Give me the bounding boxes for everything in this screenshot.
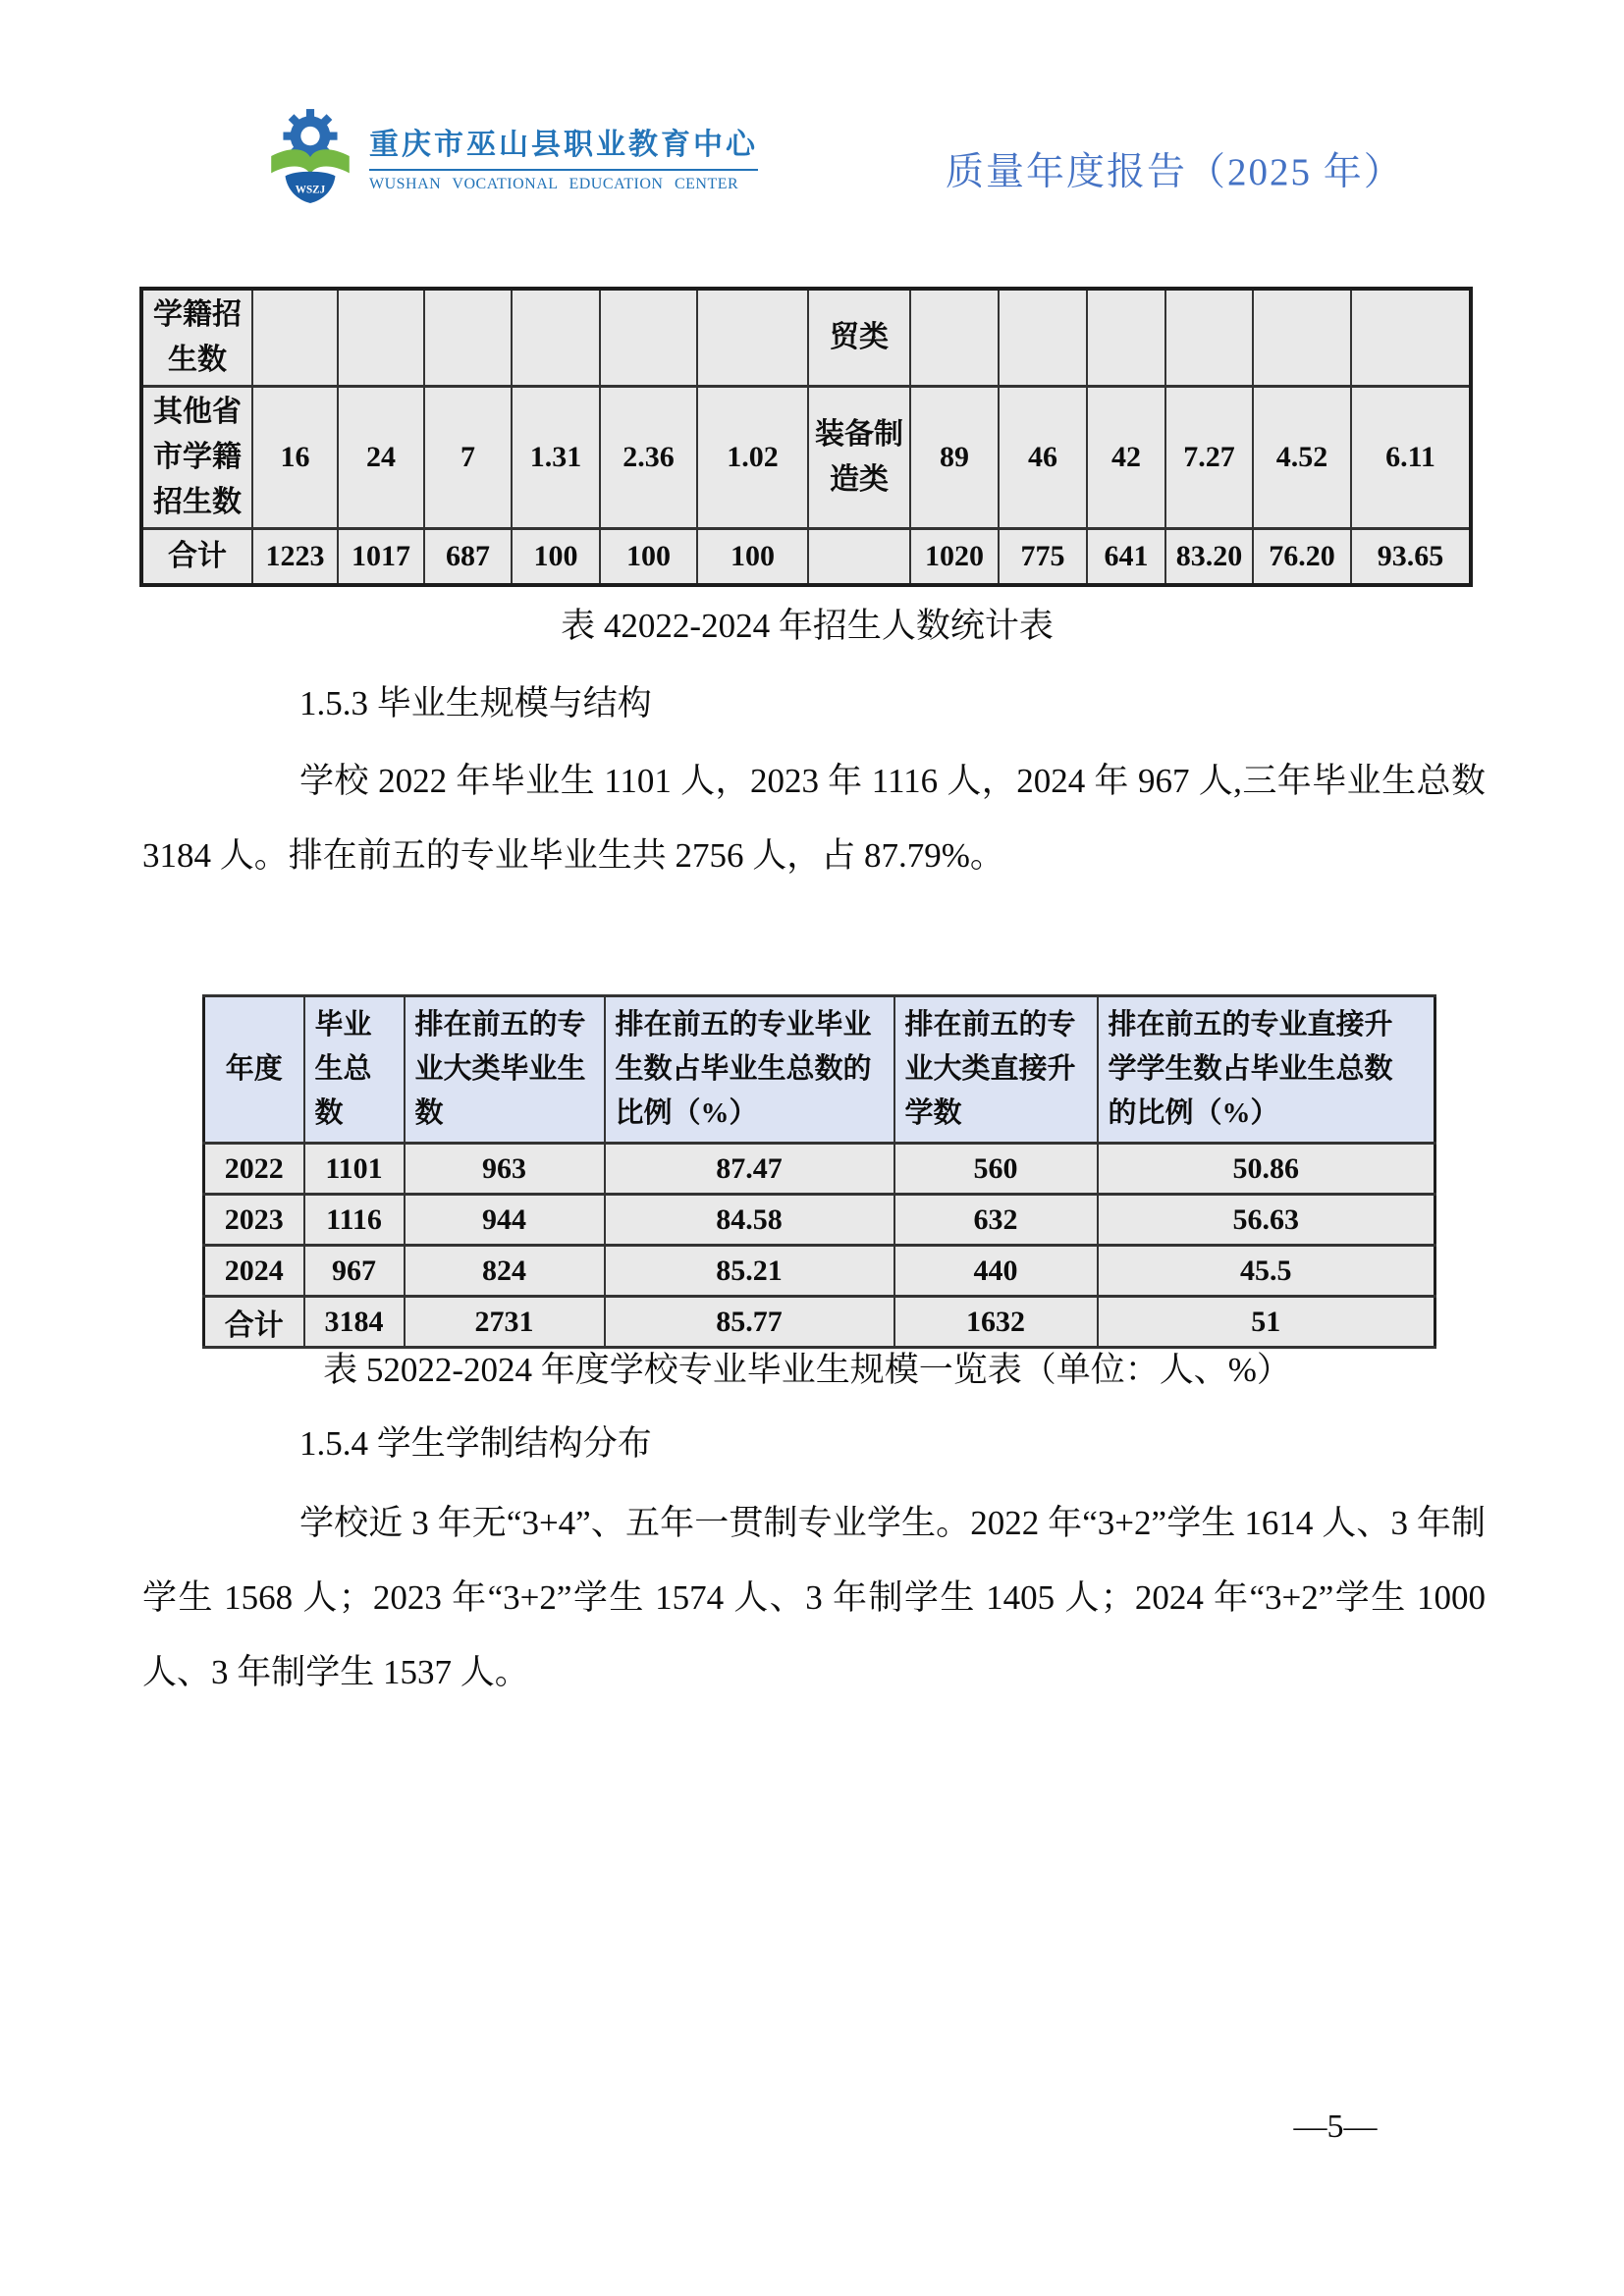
gear-book-logo-icon <box>265 106 355 206</box>
table-row: 合计 1223 1017 687 100 100 100 1020 775 641 83.20 76.20 93.65 <box>141 529 1471 585</box>
section-1-5-3-heading: 1.5.3 毕业生规模与结构 <box>299 684 652 722</box>
section-1-5-4-heading: 1.5.4 学生学制结构分布 <box>299 1424 652 1463</box>
school-logo <box>265 106 758 206</box>
report-title: 质量年度报告（2025 年） <box>946 151 1404 193</box>
column-header: 毕业生总数 <box>304 996 405 1144</box>
table-row: 合计 3184 2731 85.77 1632 51 <box>204 1297 1435 1348</box>
column-header: 排在前五的专业直接升学学生数占毕业生总数的比例（%） <box>1098 996 1435 1144</box>
school-name-block <box>369 120 758 193</box>
column-header: 排在前五的专业大类毕业生数 <box>405 996 605 1144</box>
table-row: 其他省市学籍招生数 16 24 7 1.31 2.36 1.02 装备制造类 89 46 42 7.27 4.52 6.11 <box>141 387 1471 529</box>
school-name-en: WUSHAN VOCATIONAL EDUCATION CENTER <box>369 175 739 192</box>
row-label: 其他省市学籍招生数 <box>141 387 252 529</box>
table5-caption: 表 52022-2024 年度学校专业毕业生规模一览表（单位：人、%） <box>323 1351 1291 1389</box>
table-row: 2023 1116 944 84.58 632 56.63 <box>204 1195 1435 1246</box>
logo-badge-text: WSZJ <box>295 184 326 196</box>
table4-caption: 表 42022-2024 年招生人数统计表 <box>561 607 1054 645</box>
table-row: 2022 1101 963 87.47 560 50.86 <box>204 1144 1435 1195</box>
enrollment-table <box>139 287 1473 587</box>
row-label: 学籍招生数 <box>141 289 252 387</box>
row-label: 合计 <box>141 529 252 585</box>
table-row: 2024 967 824 85.21 440 45.5 <box>204 1246 1435 1297</box>
column-header: 年度 <box>204 996 304 1144</box>
page-number: —5— <box>1293 2109 1378 2145</box>
column-header: 排在前五的专业大类直接升学数 <box>894 996 1098 1144</box>
graduates-table <box>202 994 1436 1349</box>
table-row: 学籍招生数 贸类 <box>141 289 1471 387</box>
schooling-structure-paragraph: 学校近 3 年无“3+4”、五年一贯制专业学生。2022 年“3+2”学生 1614 人、3 年制学生 1568 人；2023 年“3+2”学生 1574 人、3 年制学生 1405 人；2024 年“3+2”学生 1000 人、3 年制学生 1537 人。 <box>142 1504 1486 1691</box>
table-header-row <box>204 996 1435 1144</box>
graduates-paragraph: 学校 2022 年毕业生 1101 人，2023 年 1116 人，2024 年 967 人,三年毕业生总数 3184 人。排在前五的专业毕业生共 2756 人，占 87.79%。 <box>142 762 1486 875</box>
column-header: 排在前五的专业毕业生数占毕业生总数的比例（%） <box>605 996 894 1144</box>
school-name-cn: 重庆市巫山县职业教育中心 <box>369 120 758 171</box>
